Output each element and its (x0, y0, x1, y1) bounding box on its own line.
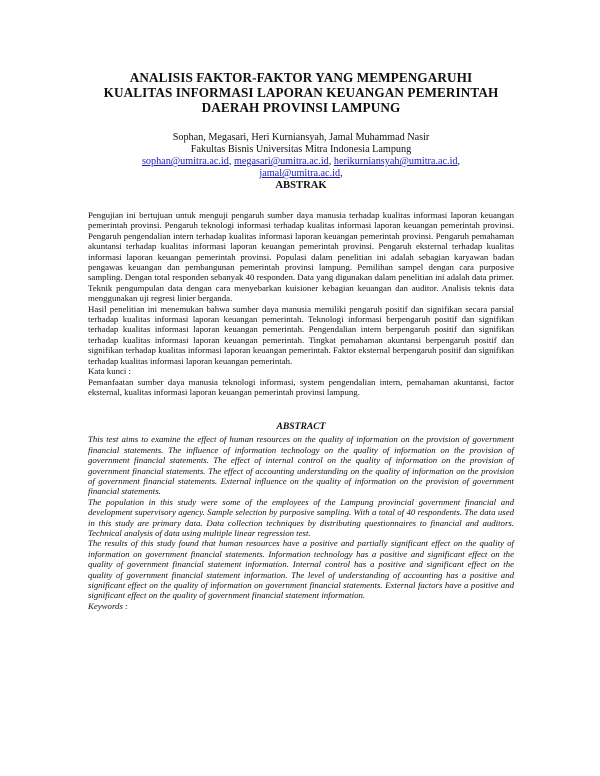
author-affiliation: Fakultas Bisnis Universitas Mitra Indonesia Lampung (190, 144, 412, 155)
title-line-1: ANALISIS FAKTOR-FAKTOR YANG MEMPENGARUHI (129, 70, 473, 85)
title-line-2: KUALITAS INFORMASI LAPORAN KEUANGAN PEMERINTAH (103, 85, 499, 100)
abstrak-paragraph-2: Hasil penelitian ini menemukan bahwa sumber daya manusia memiliki pengaruh positif dan signifikan secara parsial terhadap kualitas informasi laporan keuangan pemerintah. Teknologi informasi berpengaruh positif dan signifikan terhadap kualitas informasi laporan keuangan pemerintah. Pengendalian intern berpengaruh positif dan signifikan terhadap kualitas informasi laporan keuangan pemerintah. Tingkat pemahaman akuntansi berpengaruh positif dan signifikan terhadap kualitas informasi laporan keuangan pemerintah. Faktor eksternal berpengaruh positif dan signifikan terhadap kualitas informasi laporan keuangan pemerintah. (88, 303, 514, 366)
email-link-heri[interactable]: herikurniansyah@umitra.ac.id (333, 156, 458, 167)
keywords-label: Keywords : (88, 600, 128, 611)
paper-page (88, 70, 514, 611)
abstrak-heading: ABSTRAK (275, 180, 327, 191)
author-emails-line-2 (88, 168, 514, 180)
abstract-paragraph-1: This test aims to examine the effect of human resources on the quality of information on the provision of government financial statements. The influence of information technology on the quality of information on the provision of government financial statements. The effect of internal control on the quality of information on the provision of government financial statements. The effect of accounting understanding on the quality of information on the provision of government financial statements. External influence on the quality of information on the provision of government financial statements. (88, 434, 514, 497)
author-names: Sophan, Megasari, Heri Kurniansyah, Jamal Muhammad Nasir (172, 132, 430, 143)
kata-kunci-label: Kata kunci : (88, 366, 131, 377)
title-line-3: DAERAH PROVINSI LAMPUNG (201, 100, 401, 115)
abstrak-section (88, 210, 514, 397)
abstract-section (88, 434, 514, 611)
email-link-megasari[interactable]: megasari@umitra.ac.id (233, 156, 329, 167)
abstrak-paragraph-1: Pengujian ini bertujuan untuk menguji pengaruh sumber daya manusia terhadap kualitas informasi laporan keuangan pemerintah provinsi. Pengaruh teknologi informasi terhadap kualitas informasi laporan keuangan pemerintah provinsi. Pengaruh pengendalian intern terhadap kualitas informasi laporan keuangan pemerintah provinsi. Pengaruh pemahaman akuntansi terhadap kualitas informasi laporan keuangan pemerintah provinsi. Pengaruh eksternal terhadap kualitas informasi laporan keuangan pemerintah provinsi. Populasi dalam penelitian ini adalah sebagian karyawan badan pengawas keuangan dan pembangunan pemerintah provinsi lampung. Pemilihan sampel dengan cara purposive sampling. Dengan total responden sebanyak 40 responden. Data yang digunakan dalam penelitian ini adalah data primer. Teknik pengumpulan data dengan cara menyebarkan kuisioner kebagian keuangan dan auditor. Analisis teknis data menggunakan uji regresi linier berganda. (88, 210, 514, 304)
email-link-jamal[interactable]: jamal@umitra.ac.id (259, 168, 341, 179)
kata-kunci-text: Pemanfaatan sumber daya manusia teknologi informasi, system pengendalian intern, pemahaman akuntansi, factor eksternal, kualitas informasi laporan keuangan pemerintah provinsi lampung. (88, 376, 514, 397)
email-separator: , (328, 156, 332, 167)
paper-title (88, 70, 514, 115)
abstract-paragraph-3: The results of this study found that human resources have a positive and partially significant effect on the quality of information on government financial statements. Information technology has a positive and significant effect on the quality of government financial statement information. Internal control has a positive and significant effect on the quality of government financial statement information. The level of understanding of accounting has a positive and significant effect on the quality of information on government financial statements. External factors have a positive and significant effect on the quality of government financial statement information. (88, 538, 514, 601)
email-link-sophan[interactable]: sophan@umitra.ac.id (141, 156, 229, 167)
author-block (88, 132, 514, 180)
abstract-paragraph-2: The population in this study were some of the employees of the Lampung provincial government financial and development supervisory agency. Sample selection by purposive sampling. With a total of 40 respondents. The data used in this study are primary data. Data collection techniques by distributing questionnaires to financial and auditors. Technical analysis of data using multiple linear regression test. (88, 496, 514, 538)
email-trailing-comma: , (340, 168, 343, 179)
email-separator: , (457, 156, 461, 167)
email-separator: , (228, 156, 232, 167)
author-emails-line-1 (88, 156, 514, 168)
abstract-heading: ABSTRACT (276, 421, 326, 433)
